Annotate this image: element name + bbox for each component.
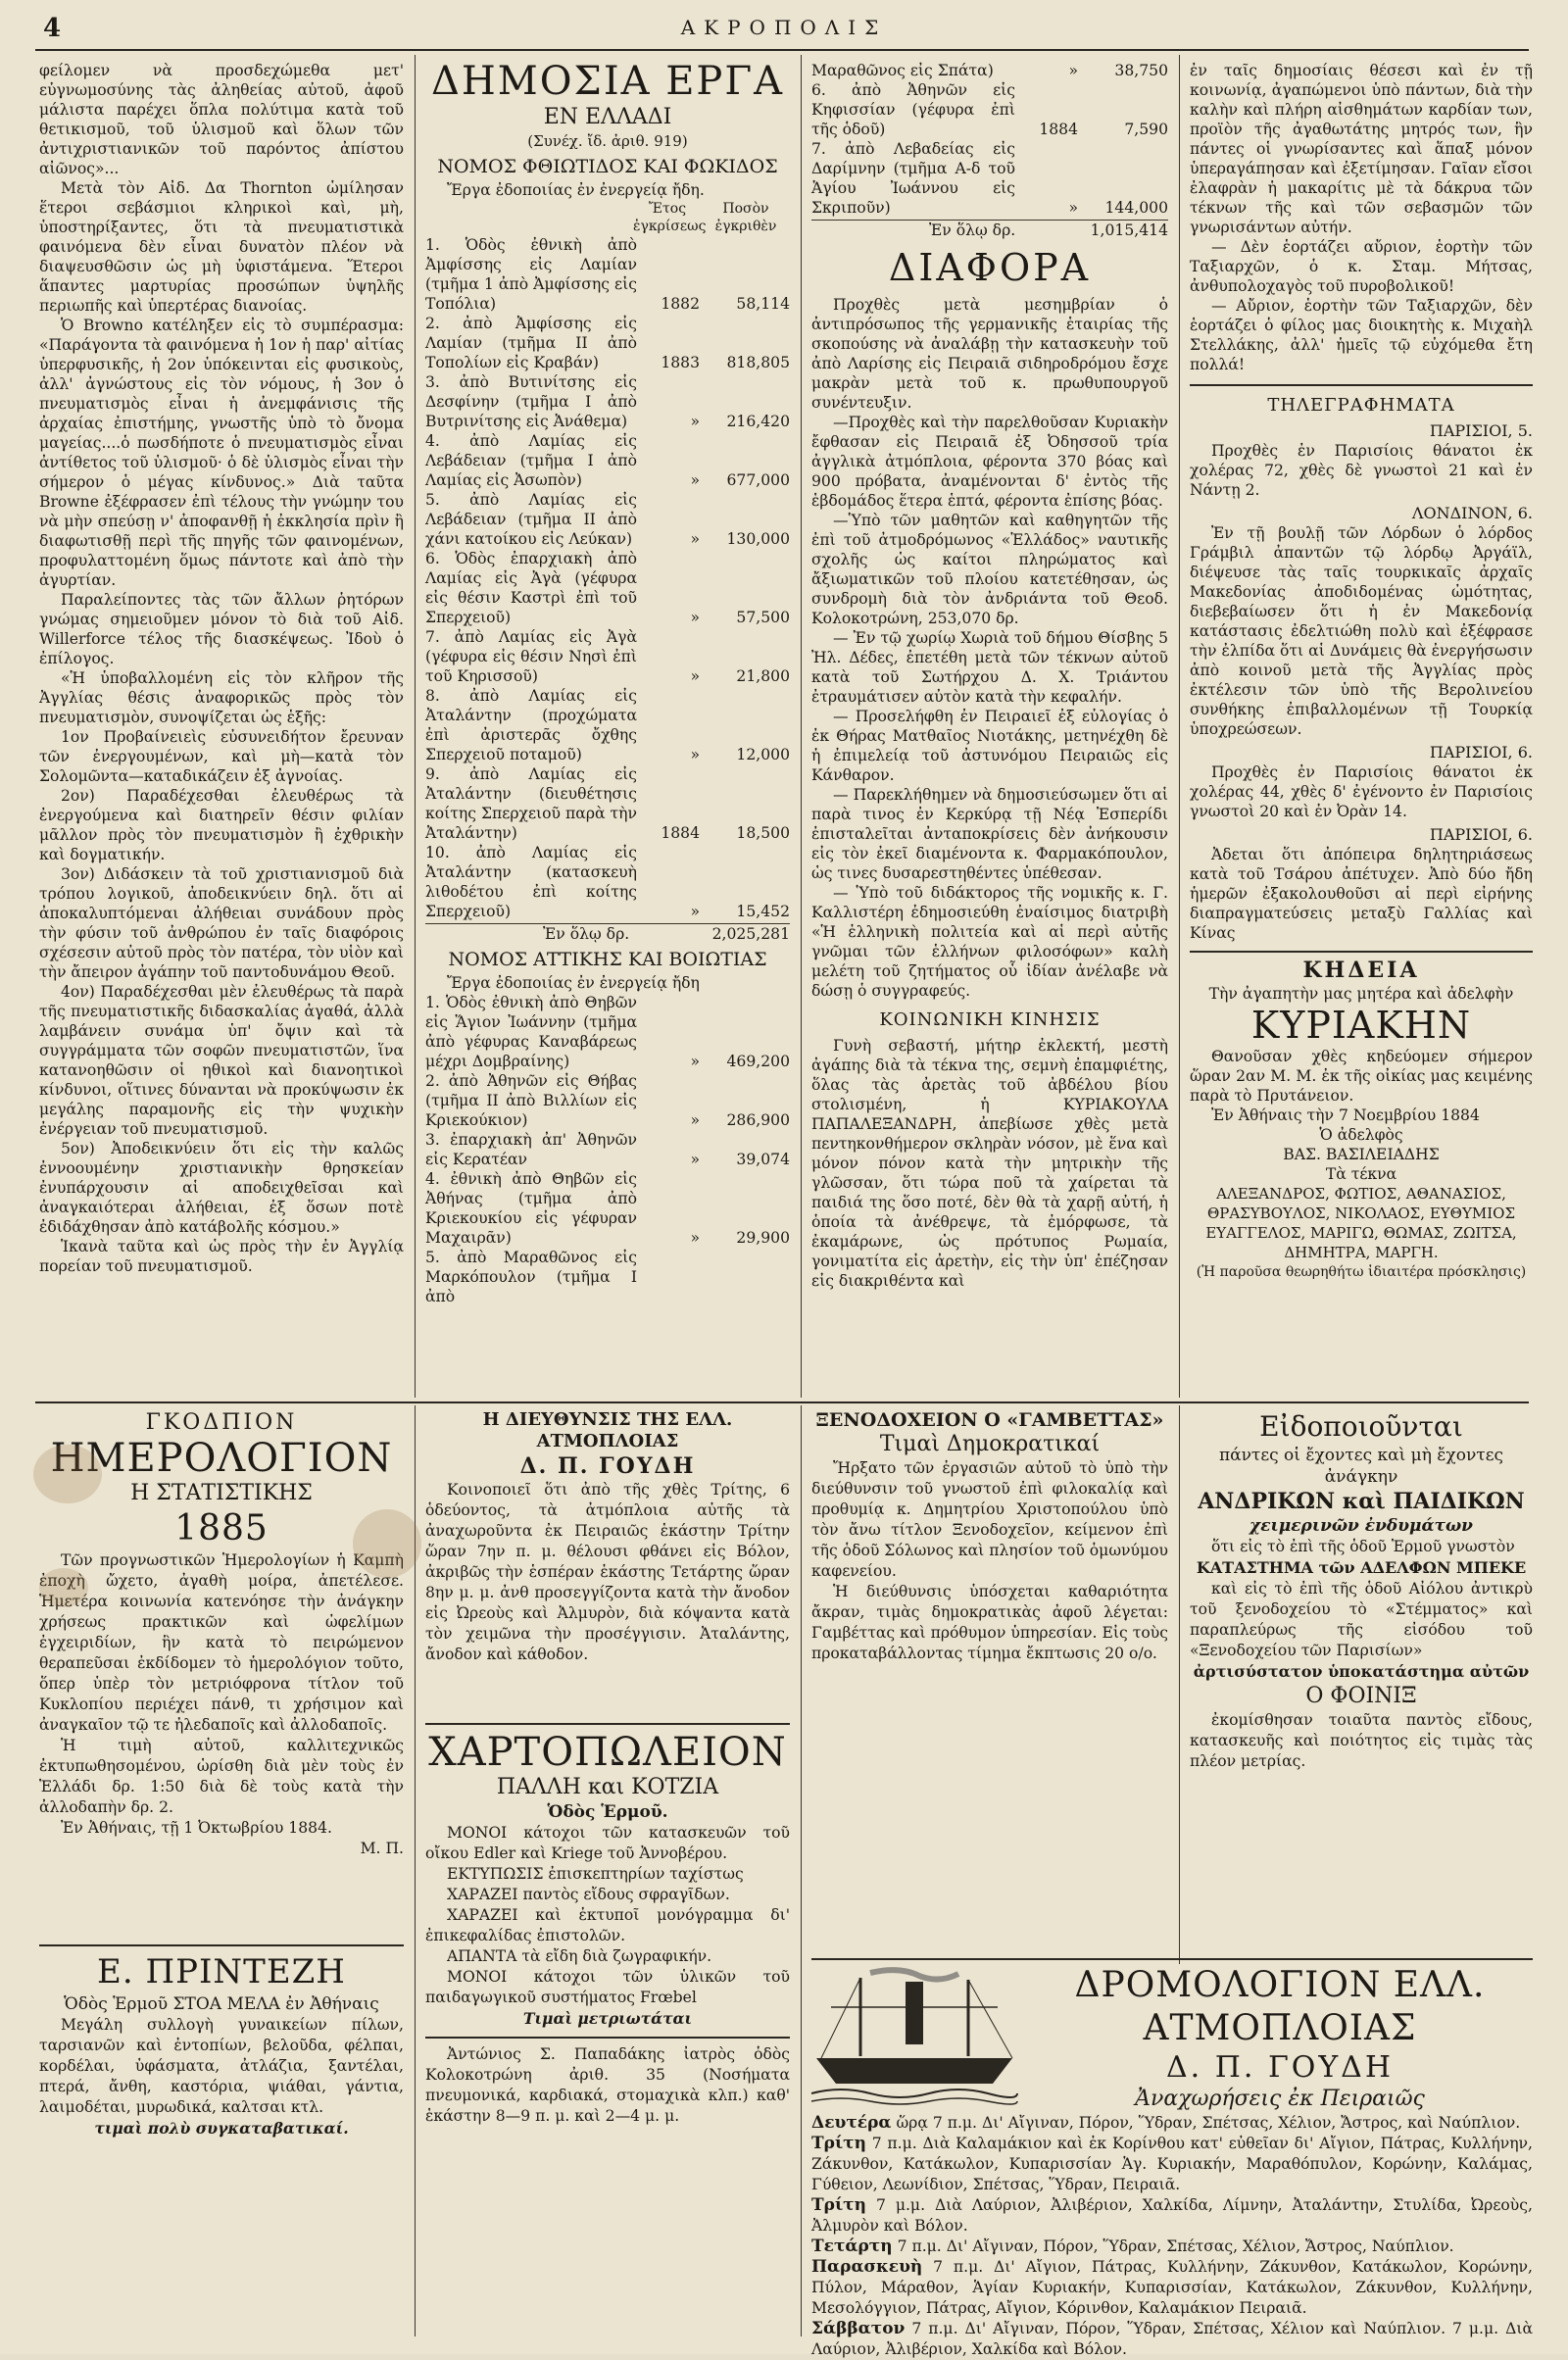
schedule-route: 7 π.μ. Δι' Αἴγιον, Πάτρας, Κυλλήνην, Ζάκυνθον, Κατάκωλον, Κορώνην, Πύλον, Μάραθον, Ἁγίαν Κυριακήν, Κυπαρισσίαν, Κατάκωλον, Ζάκυνθον, Κυλλήνην, Μεσολόγγιον, Πάτρας, Αἴγιον, Κόρινθον, Καλαμάκιον Πειραιᾶ.: [811, 2258, 1533, 2317]
ad-stationery-owners: ΠΑΛΛΗ και ΚΟΤΖΙΑ: [496, 1775, 719, 1799]
article-paragraph: «Ἡ ὑποβαλλομένη εἰς τὸν κλῆρον τῆς Ἀγγλίας θέσις ἀναφορικῶς πρὸς τὸν πνευματισμὸν, συνοψίζεται ὡς ἑξῆς:: [39, 669, 404, 726]
telegram-text: Προχθὲς ἐν Παρισίοις θάνατοι ἐκ χολέρας 44, χθὲς δ' ἐγένοντο ἐν Παρισίοις γνωστοὶ 20 καὶ ἐν Ὀρὰν 14.: [1190, 763, 1533, 820]
approved-amount: 286,900: [726, 1111, 790, 1129]
ad-hotel-title: ΞΕΝΟΔΟΧΕΙΟΝ Ο «ΓΑΜΒΕΤΤΑΣ»: [815, 1409, 1164, 1431]
funeral-line: Τὴν ἀγαπητὴν μας μητέρα καὶ ἀδελφὴν: [1208, 985, 1514, 1003]
approval-year: »: [690, 413, 700, 430]
public-works-title: ΔΗΜΟΣΙΑ ΕΡΓΑ: [431, 59, 784, 104]
approved-amount: 15,452: [736, 903, 790, 920]
news-item: — Ὑπὸ τοῦ διδάκτορος τῆς νομικῆς κ. Γ. Καλλιστέρη ἐδημοσιεύθη ἐναίσιμος διατριβὴ «Ἡ ἑλληνικὴ πολιτεία καὶ αἱ περὶ αὐτῆς γνῶμαι τῶν ἑλλήνων φιλοσόφων» καλὴ μελέτη τοῦ ζητήματος οὗ ἰδίαν ἀνέλαβε νὰ δώσῃ ὁ συγγραφεύς.: [811, 884, 1168, 1000]
approved-amount: 216,420: [726, 413, 790, 430]
ad-printezi-address: Ὁδὸς Ἑρμοῦ ΣΤΟΑ ΜΕΛΑ ἐν Ἀθήναις: [64, 1994, 379, 2014]
table-row: [425, 1071, 790, 1130]
ad-schedule-subtitle: Ἀναχωρήσεις ἐκ Πειραιῶς: [1135, 2087, 1425, 2111]
approved-amount: 469,200: [726, 1053, 790, 1070]
telegram-text: Προχθὲς ἐν Παρισίοις θάνατοι ἐκ χολέρας 72, χθὲς δὲ γνωστοὶ 21 καὶ ἐν Νάντῃ 2.: [1190, 442, 1533, 499]
ad-clothing-body: καὶ εἰς τὸ ἐπὶ τῆς ὁδοῦ Αἰόλου ἀντικρὺ τοῦ ξενοδοχείου τὸ «Στέμματος» καὶ παραπλεύρως τῆς εἰσόδου τοῦ «Ξενοδοχείου τῶν Παρισίων»: [1190, 1580, 1533, 1659]
ad-clothing-store: ΚΑΤΑΣΤΗΜΑ τῶν ΑΔΕΛΦΩΝ ΜΠΕΚΕ: [1196, 1558, 1527, 1577]
works-table-2: [425, 993, 790, 1306]
schedule-route: 7 μ.μ. Διὰ Λαύριον, Ἀλιβέριον, Χαλκίδα, Λίμνην, Ἀταλάντην, Στυλίδα, Ὠρεοὺς, Ἀλμυρὸν καὶ Βόλον.: [811, 2196, 1533, 2235]
section-intro: Ἔργα ἐδοποιίας ἐν ἐνεργείᾳ ἤδη: [447, 974, 700, 992]
children-names: ΑΛΕΞΑΝΔΡΟΣ, ΦΩΤΙΟΣ, ΑΘΑΝΑΣΙΟΣ, ΘΡΑΣΥΒΟΥΛΟΣ, ΝΙΚΟΛΑΟΣ, ΕΥΘΥΜΙΟΣ ΕΥΑΓΓΕΛΟΣ, ΜΑΡΙΓΩ, ΘΩΜΑΣ, ΖΩΙΤΣΑ, ΔΗΜΗΤΡΑ, ΜΑΡΓΗ.: [1205, 1185, 1517, 1261]
ad-calendar-title: ΗΜΕΡΟΛΟΓΙΟΝ: [50, 1436, 393, 1481]
approved-amount: 38,750: [1114, 62, 1168, 79]
news-item: —Ὑπὸ τῶν μαθητῶν καὶ καθηγητῶν τῆς ἐπὶ τοῦ ἀτμοδρόμωνος «Ἑλλάδος» ναυτικῆς σχολῆς ὡς καίτοι πληρώματος καὶ ἄξιωματικῶν τοῦ πλοίου κατετέθησαν, ὡς συνδρομὴ διὰ τὸν ἀνδριάντα τοῦ Θεοδ. Κολοκοτρώνη, 253,070 δρ.: [811, 512, 1168, 627]
children-label: Τὰ τέκνα: [1325, 1165, 1397, 1183]
ad-hotel: [811, 1409, 1168, 1958]
total-label: Ἐν ὅλῳ δρ.: [543, 925, 630, 943]
ad-separator: [39, 1944, 404, 1946]
works-table-1: [425, 235, 790, 921]
public-works-subtitle: ΕΝ ΕΛΛΑΔΙ: [543, 105, 672, 129]
table-row: [811, 61, 1168, 80]
ad-clothing-branch: ἀρτισύστατον ὑποκατάστημα αὐτῶν: [1193, 1662, 1530, 1681]
approved-amount: 7,590: [1124, 121, 1168, 138]
section-rule: [1190, 951, 1533, 953]
schedule-day: Τετάρτη: [811, 2237, 893, 2256]
table-row: [811, 139, 1168, 218]
section-rule: [1190, 384, 1533, 386]
works-table-cont: [811, 61, 1168, 218]
ad-hotel-subtitle: Τιμαὶ Δημοκρατικαί: [879, 1432, 1101, 1456]
table-total: [425, 923, 790, 944]
telegram-place: ΠΑΡΙΣΙΟΙ, 5.: [1429, 421, 1533, 440]
work-description: Μαραθῶνος εἰς Σπάτα): [811, 62, 994, 79]
news-item: — Ἐν τῷ χωρίῳ Χωριὰ τοῦ δήμου Θίσβης 5 Ἠλ. Δέδες, ἐπετέθη μετὰ τῶν τέκνων αὐτοῦ κατὰ τοῦ Σωτήρχου Δ. Χ. Τριάντου ἐτραυμάτισεν αὐτὸν κατὰ τὴν κεφαλήν.: [811, 629, 1168, 706]
ad-schedule-company: Δ. Π. ΓΟΥΔΗ: [1165, 2050, 1394, 2085]
news-item: — Προσελήφθη ἐν Πειραιεῖ ἐξ εὐλογίας ὁ ἐκ Θήρας Ματθαῖος Νιοτάκης, μετηνέχθη δὲ ἡ ἐπιμελείᾳ τοῦ ἀστυνόμου Πειραιῶς εἰς Κάνθαρον.: [811, 708, 1168, 784]
ad-calendar-body: Τῶν προγνωστικῶν Ἡμερολογίων ἡ Καμπὴ ἐποχὴ ὤχετο, ἀγαθὴ μοίρα, ἀπετέλεσε. Ἡμετέρα κοινωνία κατενόησε τὴν ἀνάγκην χρήσεως πρακτικῶν καὶ ὠφελίμων ἐγχειριδίων, ἣν κατὰ τὸ πειρώμενον θεραπεῦσαι ἐκδίδομεν τὸ ἡμερολόγιον τοῦτο, ὅπερ ὑπὲρ τὸν μετριόφρονα τίτλον τοῦ Κυκλοπίου περιέχει πάνθ, τι χρήσιμον καὶ ἀναγκαῖον τῷ τε ἠλεδαποῖς καὶ ἀλλοδαποῖς.: [39, 1551, 404, 1734]
ad-clothing-body: ἐκομίσθησαν τοιαῦτα παντὸς εἴδους, κατασκευῆς καὶ ποιότητος εἰς τιμὰς τὰς πλέον μετρίας.: [1190, 1711, 1533, 1770]
article-paragraph: Παραλείποντες τὰς τῶν ἄλλων ῥητόρων γνώμας σημειοῦμεν μόνον τὸ διὰ τοῦ Αἰδ. Willerforce τέλος τῆς διασκέψεως. Ἰδοὺ ὁ ἐπίλογος.: [39, 591, 404, 667]
table-row: [425, 1169, 790, 1248]
ad-separator: [811, 1958, 1533, 1960]
telegram-place: ΠΑΡΙΣΙΟΙ, 6.: [1429, 743, 1533, 762]
article-paragraph: 3ον) Διδάσκειν τὰ τοῦ χριστιανισμοῦ διὰ τρόπου λογικοῦ, ἀποδεικνύειν δηλ. ὅτι αἱ ἀποκαλυπτόμεναι ἀλήθειαι συνάδουν πρὸς τὴν φύσιν τοῦ ἀνθρώπου ἐν ταῖς διαφόροις σχέσεσιν αὐτοῦ πρὸς τὸν πατέρα, τὸν υἱὸν καὶ τὴν ἄπειρον ἀγάπην τοῦ παντοδυνάμου Θεοῦ.: [39, 865, 404, 981]
article-paragraph: 1ον Προβαίνειεὶς εὐσυνειδήτον ἔρευναν τῶν ἐνεργουμένων, καὶ μὴ—κατὰ τὸν Σολομῶντα—καταδικάζειν ἐξ ἀγνοίας.: [39, 728, 404, 785]
ad-printezi-title: Ε. ΠΡΙΝΤΕΖΗ: [97, 1952, 346, 1991]
schedule-entry: [811, 2195, 1533, 2237]
schedule-entry: [811, 2257, 1533, 2319]
page-number: 4: [43, 14, 62, 43]
ad-stationery-line: ΧΑΡΑΖΕΙ παντὸς εἴδους σφραγῖδων.: [447, 1886, 730, 1903]
approved-amount: 57,500: [736, 609, 790, 626]
prefecture-heading: ΝΟΜΟΣ ΦΘΙΩΤΙΔΟΣ ΚΑΙ ΦΩΚΙΔΟΣ: [437, 156, 778, 177]
schedule-route: 7 π.μ. Διὰ Καλαμάκιον καὶ ἐκ Κορίνθου κατ' εὐθεῖαν δι' Αἴγιον, Πάτρας, Κυλλήνην, Ζάκυνθον, Κατάκωλον, Κυπαρισσίαν Ἁγ. Κυριακήν, Μαραθόπυλον, Κορώνην, Καλάμας, Γύθειον, Λεωνίδιον, Σπέτσας, Ὕδραν, Πειραιᾶ.: [811, 2135, 1533, 2193]
ad-clothing: [1190, 1409, 1533, 1958]
ad-clothing-line: πάντες οἱ ἔχοντες καὶ μὴ ἔχοντες ἀνάγκην: [1218, 1446, 1504, 1487]
telegram-place: ΠΑΡΙΣΙΟΙ, 6.: [1429, 825, 1533, 844]
schedule-entry: [811, 2134, 1533, 2195]
approved-amount: 29,900: [736, 1229, 790, 1247]
ad-stationery: [425, 1731, 790, 2338]
table-row: [425, 1248, 790, 1306]
brother-name: ΒΑΣ. ΒΑΣΙΛΕΙΑΔΗΣ: [1283, 1146, 1440, 1163]
schedule-day: Τρίτη: [811, 2134, 866, 2153]
ad-clothing-phoenix: Ο ΦΟΙΝΙΞ: [1305, 1684, 1417, 1708]
ad-calendar-date: Ἐν Ἀθήναις, τῇ 1 Ὀκτωβρίου 1884.: [61, 1819, 332, 1837]
column-rule: [1179, 55, 1180, 1398]
approval-year: »: [690, 903, 700, 920]
column-rule: [801, 1405, 802, 2336]
column-rule: [1179, 1405, 1180, 1964]
column-rule: [415, 55, 416, 1398]
approved-amount: 21,800: [736, 667, 790, 685]
ad-calendar-signature: Μ. Π.: [360, 1840, 404, 1857]
table-row: [425, 843, 790, 921]
funeral-heading: ΚΗΔΕΙΑ: [1302, 958, 1420, 983]
approved-amount: 818,805: [726, 354, 790, 371]
ad-clothing-kinds: ΑΝΔΡΙΚΩΝ καὶ ΠΑΙΔΙΚΩΝ: [1198, 1489, 1525, 1514]
approval-year: »: [1068, 62, 1078, 79]
brother-label: Ὁ ἀδελφὸς: [1319, 1126, 1403, 1144]
telegrams-list: [1190, 421, 1533, 943]
approval-year: »: [690, 667, 700, 685]
top-rule: [35, 49, 1529, 51]
telegram-place: ΛΟΝΔΙΝΟΝ, 6.: [1411, 504, 1533, 522]
ad-stationery-prices: Τιμαὶ μετριωτάται: [522, 2009, 693, 2028]
approval-year: »: [690, 746, 700, 763]
schedule-route: ὥρᾳ 7 π.μ. Δι' Αἴγιναν, Πόρον, Ὕδραν, Σπέτσας, Χέλιον, Ἄστρος, καὶ Ναύπλιον.: [896, 2114, 1521, 2132]
table-row: [425, 490, 790, 549]
ad-clothing-title: Εἰδοποιοῦνται: [1259, 1410, 1463, 1443]
table-total: [811, 220, 1168, 240]
telegrams-heading: ΤΗΛΕΓΡΑΦΗΜΑΤΑ: [1267, 395, 1455, 416]
article-paragraph: 4ον) Παραδέχεσθαι μὲν ἐλευθέρως τὰ παρὰ τῆς πνευματιστικῆς διδασκαλίας ἀγαθά, ἀλλὰ λαμβάνειν συνάμα ὑπ' ὄψιν καὶ τὰ συγγράμματα τῶν σοφῶν πνευματιστῶν, ἵνα κατανοηθῶσιν οἱ ηθικοὶ καὶ διανοητικοὶ κίνδυνοι, οἵτινες δύνανται νὰ προκύψωσιν ἐκ μεγάλης παραμονῆς εἰς τὴν ψυχικὴν ἐνέργειαν τοῦ πνευματισμοῦ.: [39, 983, 404, 1138]
column-2-public-works: [425, 59, 790, 1398]
ad-stationery-line: ΑΠΑΝΤΑ τὰ εἴδη διὰ ζωγραφικήν.: [447, 1947, 712, 1965]
table-row: [425, 549, 790, 627]
work-description: 2. ἀπὸ Ἀμφίσσης εἰς Λαμίαν (τμῆμα ΙΙ ἀπὸ Τοπολίων εἰς Κραβάν): [425, 315, 637, 371]
work-description: 1. Ὁδὸς ἐθνικὴ ἀπὸ Ἀμφίσσης εἰς Λαμίαν (τμῆμα 1 ἀπὸ Ἀμφίσσης εἰς Τοπόλια): [425, 236, 637, 313]
approval-year: 1884: [661, 824, 700, 842]
approval-year: »: [690, 1151, 700, 1168]
approval-year: »: [690, 1111, 700, 1129]
approved-amount: 144,000: [1104, 199, 1168, 217]
table-row: [425, 1130, 790, 1169]
work-description: 7. ἀπὸ Λεβαδείας εἰς Δαρίμνην (τμῆμα Α-δ τοῦ Ἁγίου Ἰωάννου εἰς Σκριποῦν): [811, 140, 1015, 217]
article-paragraph: — Δὲν ἑορτάζει αὔριον, ἑορτὴν τῶν Ταξιαρχῶν, ὁ κ. Σταμ. Μήτσας, ἀνθυπολοχαγὸς τοῦ πυροβολικοῦ!: [1190, 238, 1533, 295]
header-amount: Ποσὸν ἐγκριθὲν: [714, 201, 777, 234]
table-header: [425, 200, 790, 235]
total-label: Ἐν ὅλῳ δρ.: [929, 221, 1016, 239]
ad-hotel-body: Ἤρξατο τῶν ἐργασιῶν αὐτοῦ τὸ ὑπὸ τὴν διεύθυνσιν τοῦ γνωστοῦ ἐπὶ φιλοκαλίᾳ καὶ προθυμίᾳ κ. Δημητρίου Χριστοπούλου ὑπὸ τὸν ἄνω τίτλον Ξενοδοχεῖον, κείμενον ἐπὶ τῆς ὁδοῦ Σόλωνος καὶ πλησίον τοῦ ὁμωνύμου καφενείου.: [811, 1459, 1168, 1580]
obituary-text: Γυνὴ σεβαστή, μήτηρ ἐκλεκτή, μεστὴ ἀγάπης διὰ τὰ τέκνα της, σεμνὴ ἐπαμφιέτης, ὅλας τὰς ἀρετὰς τοῦ ἀβδέλου βίου στολισμένη, ἡ ΚΥΡΙΑΚΟΥΛΑ ΠΑΠΑΛΕΞΑΝΔΡΗ, ἀπεβίωσε χθὲς μετὰ πεντηκονθήμερον σκληρὰν νόσον, μὲ ἕνα καὶ μόνον πόνον κατὰ τὴν μητρικὴν τῆς γλῶσσαν, ὅτι τώρα ποῦ τὰ χαίρεται τὰ παιδιά της ὅσο ποτέ, δὲν θὰ τὰ χαρῇ αὐτή, ἡ ὁποία τὰ ἀνέθρεψε, τὰ ἐμόρφωσε, τὰ ἐκαμάρωνε, ὡς πρότυπος Ρωμαία, γονιματίτα εἰς ἀρετὴν, εἰς τὴν ὑπ' ἐπέζησαν εἰς διακριθέντα καὶ: [811, 1037, 1168, 1290]
work-description: 5. ἀπὸ Μαραθῶνος εἰς Μαρκόπουλον (τμῆμα Ι ἀπὸ: [425, 1249, 637, 1305]
column-1-article: [39, 61, 404, 1394]
paper-stain: [33, 1445, 102, 1503]
approved-amount: 58,114: [736, 295, 790, 313]
ad-stationery-line: ΜΟΝΟΙ κάτοχοι τῶν κατασκευῶν τοῦ οἴκου Edler καὶ Kriege τοῦ Ἀννοβέρου.: [425, 1824, 790, 1862]
paper-stain: [39, 1568, 88, 1607]
work-description: 4. ἀπὸ Λαμίας εἰς Λεβάδειαν (τμῆμα Ι ἀπὸ Λαμίας εἰς Ἀσωπὸν): [425, 432, 637, 489]
schedule-day: Σάββατον: [811, 2319, 906, 2338]
ads-rule: [35, 1401, 1529, 1403]
funeral-date: Ἐν Ἀθήναις τὴν 7 Νοεμβρίου 1884: [1211, 1106, 1480, 1124]
schedule-day: Παρασκευὴ: [811, 2257, 923, 2277]
article-paragraph: 2ον) Παραδέχεσθαι ἐλευθέρως τὰ ἐνεργούμενα καὶ διατηρεῖν θέσιν φιλίαν μᾶλλον πρὸς τὸν πνευματισμὸν ἢ ἐχθρικὴν καὶ δογματικήν.: [39, 787, 404, 863]
column-4-telegrams: [1190, 61, 1533, 1398]
article-paragraph: Μετὰ τὸν Αἰδ. Δα Thornton ὡμίλησαν ἕτεροι σεβάσμιοι κληρικοὶ καὶ, μὴ, ὑποστηρίξαντες, ὅτι τὰ πνευματιστικὰ φαινόμενα δὲν εἶναι δυνατὸν πλέον νὰ διαψευσθῶσιν ὡς μὴ ὑφιστάμενα. Ἕτεροι ἅπαντες μαρτυρίας προσώπων ὑψηλῆς περιωπῆς καὶ ὑπερτέρας διανοίας.: [39, 179, 404, 315]
approved-amount: 12,000: [736, 746, 790, 763]
ad-steamship-body: Κοινοποιεῖ ὅτι ἀπὸ τῆς χθὲς Τρίτης, 6 ὁδεύοντος, τὰ ἀτμόπλοια αὐτῆς τὰ ἀναχωροῦντα ἐκ Πειραιῶς ἑκάστην Τρίτην ὥραν 7ην π. μ. θέλουσι φθάνει εἰς Βόλον, ἀκριβῶς τὴν ἑσπέραν ἑκάστης Τετάρτης ὥραν 8ην μ. μ. ἀνθ προσεγγίζοντα κατὰ τὴν ἄνοδον εἰς Ὠρεοὺς καὶ Ἀλμυρὸν, διὰ κόψαντα κατὰ τὸν χειμῶνα τὴν προσέγγισιν. Ἀταλάντης, ἄνοδον καὶ κάθοδον.: [425, 1481, 790, 1663]
work-description: 2. ἀπὸ Ἀθηνῶν εἰς Θήβας (τμῆμα ΙΙ ἀπὸ Βιλλίων εἰς Κριεκούκιον): [425, 1072, 637, 1129]
ad-stationery-title: ΧΑΡΤΟΠΩΛΕΙΟΝ: [428, 1730, 787, 1775]
approved-amount: 130,000: [726, 530, 790, 548]
ad-schedule-title: ΔΡΟΜΟΛΟΓΙΟΝ ΕΛΛ. ΑΤΜΟΠΛΟΙΑΣ: [1074, 1965, 1486, 2048]
invitation-note: (Ἡ παροῦσα θεωρηθήτω ἰδιαιτέρα πρόσκλησις): [1196, 1264, 1527, 1280]
work-description: 3. ἀπὸ Βυτινίτσης εἰς Δεσφίνην (τμῆμα Ι ἀπὸ Βυτρινίτσης εἰς Ἀνάθεμα): [425, 373, 637, 430]
news-item: Προχθὲς μετὰ μεσημβρίαν ὁ ἀντιπρόσωπος τῆς γερμανικῆς ἑταιρίας τῆς σκοπούσης νὰ ἀναλάβῃ τὴν κατασκευὴν τοῦ ἀπὸ Λαρίσης εἰς Πειραιᾶ σιδηροδρόμου ἔσχε μακρὰν μετὰ τοῦ κ. πρωθυπουργοῦ συνέντευξιν.: [811, 296, 1168, 412]
approval-year: 1883: [661, 354, 700, 371]
approval-year: »: [690, 609, 700, 626]
ad-separator: [425, 2037, 790, 2039]
approval-year: »: [690, 1053, 700, 1070]
work-description: 6. Ὁδὸς ἐπαρχιακὴ ἀπὸ Λαμίας εἰς Ἀγὰ (γέφυρα εἰς θέσιν Καστρὶ ἐπὶ τοῦ Σπερχειοῦ): [425, 550, 637, 626]
table-row: [425, 993, 790, 1071]
work-description: 8. ἀπὸ Λαμίας εἰς Ἀταλάντην (προχώματα ἐπὶ ἀριστερᾶς ὄχθης Σπερχειοῦ ποταμοῦ): [425, 687, 637, 763]
article-paragraph: 5ον) Ἀποδεικνύειν ὅτι εἰς τὴν καλῶς ἐννοουμένην χριστιανικὴν θρησκείαν ἐνυπάρχουσιν αἱ αποδειχθεῖσαι καὶ ἀναγκαιότεραι ἀλήθειαι, ἐξ ὅσων ποτὲ ἐδιδάχθησαν ἀπὸ κατάβολῆς κόσμου.»: [39, 1140, 404, 1236]
approved-amount: 18,500: [736, 824, 790, 842]
table-row: [425, 235, 790, 314]
news-item: — Παρεκλήθημεν νὰ δημοσιεύσωμεν ὅτι αἱ παρὰ τινος ἐν Κερκύρᾳ τῇ Νέᾳ Ἐσπερίδι ἐπισταλεῖται ἀνταποκρίσεις δὲν ἀνήκουσιν εἰς τὸν ἐκεῖ διαμένοντα κ. Φαρμακόπουλον, ὡς τινες δυσαρεστηθέντες ὑπέθεσαν.: [811, 786, 1168, 882]
article-paragraph: Ὁ Browno κατέληξεν εἰς τὸ συμπέρασμα: «Παράγοντα τὰ φαινόμενα ἡ 1ον ἡ παρ' αἰτίας ὑπερφυσικῆς, ἡ 2ον ὑπόκεινται εἰς φυσικοὺς, ἀλλ' ἀγνώστους εἰς τὸν νόμους, ἡ 3ον ὁ πνευματισμὸς εἶναι ἡ ἀνεμφάνισις τῆς ἀρχαίας ἐπιστήμης, γνωστῆς ὑπὸ τὸ ὄνομα μαγείας....ὁ πωσδήποτε ὁ πνευματισμὸς εἶναι ἀντίθετος τοῦ ὑλισμοῦ· ὁ δὲ ὑλισμὸς εἶναι τὴν σήμερον ὁ μέγας κίνδυνος.» Διὰ ταῦτα Browne ἐξέφρασεν ἐπὶ τέλους τὴν γνώμην του νὰ μὴν σπεύσῃ ν' ἀποφανθῇ ἡ ἐκκλησία πρὶν ἢ διαφωτισθῇ περὶ τῆς πηγῆς τῶν φαινομένων, προφυλαττομένη ὅμως πάντοτε καὶ ἀπὸ τὴν ἀγυρτίαν.: [39, 317, 404, 589]
approval-year: »: [1068, 199, 1078, 217]
approval-year: »: [690, 1229, 700, 1247]
telegram-text: Ἀδεται ὅτι ἀπόπειρα δηλητηριάσεως κατὰ τοῦ Τσάρου ἀπέτυχεν. Ἀπὸ δύο ἤδη ἡμερῶν ἐξακολουθοῦσι αἱ περὶ εἰρήνης διαπραγματεύσεις μεταξὺ Γαλλίας καὶ Κίνας: [1190, 846, 1533, 942]
ad-stationery-line: ΜΟΝΟΙ κάτοχοι τῶν ὑλικῶν τοῦ παιδαγωγικοῦ συστήματος Frœbel: [425, 1968, 790, 2006]
table-row: [425, 627, 790, 686]
schedule-route: 7 π.μ. Δι' Αἴγιναν, Πόρον, Ὕδραν, Σπέτσας, Χέλιον, Ἄστρος, Ναύπλιον.: [897, 2237, 1454, 2255]
table-row: [425, 431, 790, 490]
continuation-note: (Συνέχ. ἴδ. ἀριθ. 919): [527, 132, 688, 150]
header-year: Ἔτος ἐγκρίσεως: [633, 201, 707, 234]
schedule-day: Δευτέρα: [811, 2113, 892, 2133]
article-paragraph: — Αὔριον, ἑορτὴν τῶν Ταξιαρχῶν, δὲν ἑορτάζει ὁ φίλος μας διοικητὴς κ. Μιχαὴλ Στελλάκης, ἀλλ' ἡμεῖς τῷ εὐχόμεθα ἔτη πολλά!: [1190, 297, 1533, 373]
ad-hotel-body: Ἡ διεύθυνσις ὑπόσχεται καθαριότητα ἄκραν, τιμὰς δημοκρατικὰς ἀφοῦ λέγεται: Γαμβέττας καὶ πρόθυμον ὑπηρεσίαν. Εἰς τοὺς προκαταβάλλοντας τίμημα ἔκπτωσις 20 o/o.: [811, 1583, 1168, 1662]
approval-year: 1884: [1039, 121, 1078, 138]
approval-year: 1882: [661, 295, 700, 313]
telegram-text: Ἐν τῇ βουλῇ τῶν Λόρδων ὁ λόρδος Γράμβιλ ἀπαντῶν τῷ λόρδῳ Ἀργάϊλ, διέψευσε τὰς ταῖς τουρκικαῖς ἀρχαῖς Μακεδονίας ἀποδιδομένας ὠμότητας, διεβεβαίωσεν ὅτι ἡ ἐν Μακεδονίᾳ κατάστασις ἐδελτιώθη πολὺ καὶ ἐξέφρασε τὴν ἐλπίδα ὅτι αἱ Δυνάμεις θὰ ἐνεργήσωσιν ἀπὸ κοινοῦ μετὰ τῆς Ἀγγλίας πρὸς ἐκτέλεσιν τῶν ὑπὸ τῆς Βερολινείου συνθήκης ἐπιβαλλομένων τῇ Τουρκίᾳ ὑποχρεώσεων.: [1190, 524, 1533, 738]
work-description: 4. ἐθνικὴ ἀπὸ Θηβῶν εἰς Ἀθήνας (τμῆμα ἀπὸ Κριεκουκίου εἰς γέφυραν Μαχαιρᾶν): [425, 1170, 637, 1247]
prefecture-heading: ΝΟΜΟΣ ΑΤΤΙΚΗΣ ΚΑΙ ΒΟΙΩΤΙΑΣ: [448, 949, 767, 970]
column-3-misc: [811, 61, 1168, 1398]
column-rule: [801, 55, 802, 1398]
section-intro: Ἔργα ἐδοποιίας ἐν ἐνεργείᾳ ἤδη.: [447, 181, 705, 199]
ad-stationery-line: ΧΑΡΑΖΕΙ καὶ ἐκτυποῖ μονόγραμμα δι' ἐπικεφαλίδας ἐπιστολῶν.: [425, 1906, 790, 1944]
work-description: 5. ἀπὸ Λαμίας εἰς Λεβάδειαν (τμῆμα ΙΙ ἀπὸ χάνι κατοίκου εἰς Λεύκαν): [425, 491, 637, 548]
table-row: [425, 372, 790, 431]
steamship-icon: [811, 1968, 1017, 2105]
schedule-entry: [811, 2319, 1533, 2360]
total-amount: 2,025,281: [711, 925, 790, 943]
table-row: [425, 686, 790, 764]
article-paragraph: ἐν ταῖς δημοσίαις θέσεσι καὶ ἐν τῇ κοινωνίᾳ, ἀγαπώμενοι ὑπὸ πάντων, διὰ τὴν καλὴν καὶ πλήρη αἰσθημάτων καρδίαν των, προϊὸν τῆς ἀγαθωτάτης μητρός των, ἣν πάντες οἱ γνωρίσαντες καὶ ἅπαξ μόνον ὑπεραγάπησαν καὶ ἐξετίμησαν. Γαῖαν εἴσοι ἐλαφρὰν ἡ μακαρίτις μὲ τὰ δάκρυα τῶν τέκνων τῆς καὶ τῶν σεβασμῶν τῶν γνωρισάντων αὐτήν.: [1190, 62, 1533, 236]
ad-printezi-prices: τιμαὶ πολὺ συγκαταβατικαί.: [94, 2119, 349, 2138]
work-description: 10. ἀπὸ Λαμίας εἰς Ἀταλάντην (κατασκευὴ λιθοδέτου ἐπὶ κοίτης Σπερχειοῦ): [425, 844, 637, 920]
schedule-day: Τρίτη: [811, 2195, 866, 2215]
table-row: [425, 314, 790, 372]
article-paragraph: Ἱκανὰ ταῦτα καὶ ὡς πρὸς τὴν ἐν Ἀγγλίᾳ πορείαν τοῦ πνευματισμοῦ.: [39, 1238, 404, 1275]
work-description: 3. ἐπαρχιακὴ ἀπ' Ἀθηνῶν εἰς Κερατέαν: [425, 1131, 637, 1168]
ad-clothing-body: ὅτι εἰς τὸ ἐπὶ τῆς ὁδοῦ Ἑρμοῦ γνωστὸν: [1211, 1538, 1515, 1555]
ad-steamship-name: Δ. Π. ΓΟΥΔΗ: [519, 1453, 696, 1479]
ad-printezi: [39, 1950, 404, 2337]
ad-separator: [425, 1723, 790, 1725]
ad-steamship-kicker: Η ΔΙΕΥΘΥΝΣΙΣ ΤΗΣ ΕΛΛ. ΑΤΜΟΠΛΟΙΑΣ: [482, 1409, 733, 1451]
total-amount: 1,015,414: [1090, 221, 1168, 239]
approved-amount: 677,000: [726, 471, 790, 489]
work-description: 7. ἀπὸ Λαμίας εἰς Ἀγὰ (γέφυρα εἰς θέσιν Νησὶ ἐπὶ τοῦ Κηρισσοῦ): [425, 628, 637, 685]
schedule-entry: [811, 2113, 1533, 2134]
ad-calendar-year: 1885: [174, 1508, 269, 1549]
funeral-name: ΚΥΡΙΑΚΗΝ: [1250, 1004, 1472, 1047]
news-item: —Προχθὲς καὶ τὴν παρελθοῦσαν Κυριακὴν ἔφθασαν εἰς Πειραιᾶ ἐξ Ὀδησσοῦ τρία ἀγγλικὰ ἀτμόπλοια, φέροντα 370 βόας καὶ 900 πρόβατα, ἀναμένονται δ' ἐντὸς τῆς ἑβδομάδος ἕτερα ἑπτά, φέροντα ἐπίσης βόας.: [811, 414, 1168, 510]
article-paragraph: φείλομεν νὰ προσδεχώμεθα μετ' εὐγνωμοσύνης τὰς ἀληθείας αὐτοῦ, ἀφοῦ μάλιστα παρέχει ὅπλα πολύτιμα κατὰ τοῦ θετικισμοῦ, τοῦ ὑλισμοῦ καὶ ὅλων τῶν ἀντιχριστιανικῶν τοῦ παρόντος ἀπίστου αἰῶνος»...: [39, 62, 404, 177]
ad-clothing-season: χειμερινῶν ἐνδυμάτων: [1250, 1516, 1473, 1536]
schedule-route: 7 π.μ. Δι' Αἴγιναν, Πόρον, Ὕδραν, Σπέτσας, Χέλιον καὶ Ναύπλιον. 7 μ.μ. Διὰ Λαύριον, Ἀλιβέριον, Χαλκίδα καὶ Βόλον.: [811, 2320, 1533, 2358]
approved-amount: 39,074: [736, 1151, 790, 1168]
ad-calendar-subtitle: Η ΣΤΑΤΙΣΤΙΚΗΣ: [130, 1481, 313, 1505]
ad-stationery-street: Ὁδὸς Ἑρμοῦ.: [547, 1802, 668, 1822]
work-description: 6. ἀπὸ Ἀθηνῶν εἰς Κηφισσίαν (γέφυρα ἐπὶ τῆς ὁδοῦ): [811, 81, 1015, 138]
ad-calendar-kicker: ΓΚΟΔΠΙΟΝ: [145, 1410, 298, 1435]
approval-year: »: [690, 530, 700, 548]
ad-doctor: Ἀντώνιος Σ. Παπαδάκης ἰατρὸς ὁδὸς Κολοκοτρώνη ἀριθ. 35 (Νοσήματα πνευμονικά, καρδιακά, στομαχικὰ κλπ.) καθ' ἑκάστην 8—9 π. μ. καὶ 2—4 μ. μ.: [425, 2045, 790, 2125]
social-movement-heading: ΚΟΙΝΩΝΙΚΗ ΚΙΝΗΣΙΣ: [879, 1009, 1101, 1030]
ad-stationery-line: ΕΚΤΥΠΩΣΙΣ ἐπισκεπτηρίων ταχίστως: [447, 1865, 744, 1883]
funeral-text: Θανοῦσαν χθὲς κηδεύομεν σήμερον ὥραν 2αν Μ. Μ. ἐκ τῆς οἰκίας μας κειμένης παρὰ τὸ Πρυτάνειον.: [1190, 1048, 1533, 1105]
schedule-entry: [811, 2237, 1533, 2257]
table-row: [811, 80, 1168, 139]
work-description: 9. ἀπὸ Λαμίας εἰς Ἀταλάντην (διευθέτησις κοίτης Σπερχειοῦ παρὰ τὴν Ἀταλάντην): [425, 765, 637, 842]
work-description: 1. Ὁδὸς ἐθνικὴ ἀπὸ Θηβῶν εἰς Ἅγιον Ἰωάννην (τμῆμα ἀπὸ γέφυρας Καναβάρεως μέχρι Δομβραίνης): [425, 994, 637, 1070]
schedule-list: [811, 2113, 1533, 2360]
ad-schedule: [811, 1964, 1533, 2358]
paper-stain: [353, 1509, 421, 1578]
ad-printezi-body: Μεγάλη συλλογὴ γυναικείων πίλων, ταρσιανῶν καὶ ἐντοπίων, βελοῦδα, φέλπαι, κορδέλαι, ὑφάσματα, ἀτλάζια, ξαντέλαι, πτερά, ἄνθη, καστόρια, ψιάθαι, γάντια, λαιμοδέται, μυρωδικά, καλτσαι κτλ.: [39, 2016, 404, 2116]
approval-year: »: [690, 471, 700, 489]
miscellany-heading: ΔΙΑΦΟΡΑ: [888, 246, 1092, 289]
ad-calendar-price: Ἡ τιμὴ αὐτοῦ, καλλιτεχνικῶς ἐκτυπωθησομένου, ὡρίσθη διὰ μὲν τοὺς ἐν Ἑλλάδι δρ. 1:50 διὰ δὲ τοὺς κατὰ τὴν ἀλλοδαπὴν δρ. 2.: [39, 1737, 404, 1816]
masthead: ΑΚΡΟΠΟΛΙΣ: [680, 16, 888, 39]
table-row: [425, 764, 790, 843]
